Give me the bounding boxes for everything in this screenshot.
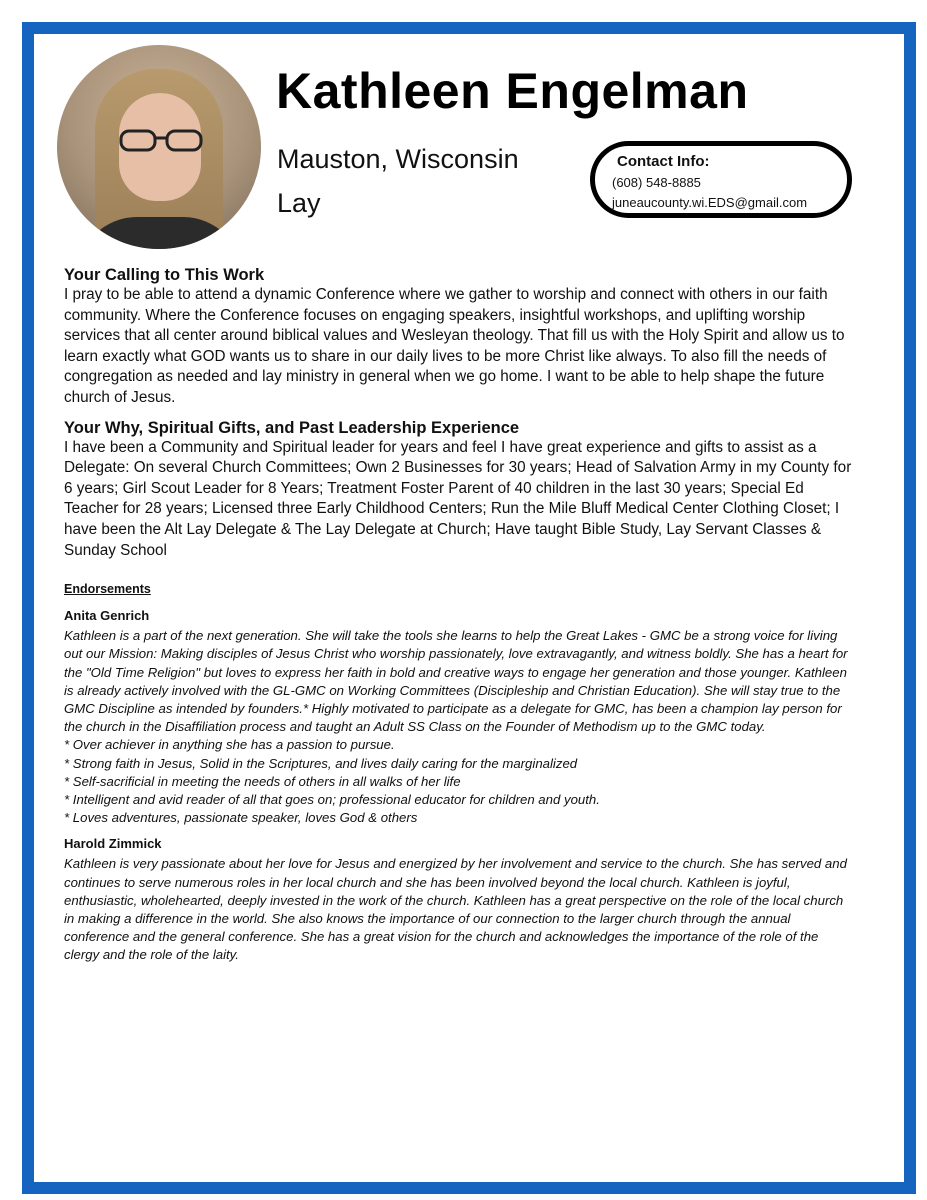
contact-phone: (608) 548-8885: [612, 175, 701, 190]
endorsement-text: Kathleen is very passionate about her love for Jesus and energized by her involvement and service to the church. She has served and continues to serve numerous roles in her local church and she has been involved beyond the local church. Kathleen is joyful, enthusiastic, wholehearted, deeply invested in the work of the church. Kathleen has a great perspective on the role of the local church in making a difference in the world. She also knows the importance of our connection to the larger church through the annual conference and the general conference. She has a great vision for the church and acknowledges the importance of the role of the clergy and the role of the laity.: [64, 856, 847, 963]
endorser-name: Harold Zimmick: [64, 836, 162, 852]
contact-box: [590, 141, 852, 218]
endorsement-bullet: * Intelligent and avid reader of all that goes on; professional educator for children and youth.: [64, 791, 600, 807]
calling-heading: Your Calling to This Work: [64, 266, 265, 284]
endorsement-bullets: [64, 736, 854, 827]
candidate-role: Lay: [277, 188, 321, 218]
candidate-name: Kathleen Engelman: [276, 63, 749, 119]
endorsement-bullet: * Over achiever in anything she has a passion to pursue.: [64, 737, 395, 753]
candidate-location: Mauston, Wisconsin: [277, 144, 519, 174]
calling-text: I pray to be able to attend a dynamic Conference where we gather to worship and connect with others in our faith community. Where the Conference focuses on engaging speakers, insightful workshops, and uplifting worship services that all center around biblical values and Wesleyan theology. That fill us with the Holy Spirit and allow us to learn exactly what GOD wants us to share in our daily lives to be more Christ like always. To also fill the needs of congregation as needed and lay ministry in general when we go home. I want to be able to help shape the future church of Jesus.: [64, 286, 845, 406]
endorsement-bullet: * Self-sacrificial in meeting the needs of others in all walks of her life: [64, 773, 461, 789]
contact-email: juneaucounty.wi.EDS@gmail.com: [612, 195, 808, 210]
endorsement-text: Kathleen is a part of the next generation. She will take the tools she learns to help the Great Lakes - GMC be a strong voice for living out our Mission: Making disciples of Jesus Christ who worship passionately, love extravagantly, and witness boldly. She has a heart for the "Old Time Religion" but loves to express her faith in bold and creative ways to engage her generation and those younger. Kathleen is already actively involved with the GL-GMC on Working Committees (Discipleship and Christian Education). She will stay true to the GMC Discipline as intended by founders.* Highly motivated to participate as a delegate for GMC, has been a champion lay person for the church in the Disaffiliation process and taught an Adult SS Class on the Founder of Methodism up to the GMC today.: [64, 628, 848, 735]
endorsement-bullet: * Strong faith in Jesus, Solid in the Scriptures, and lives daily caring for the marginalized: [64, 755, 578, 771]
contact-title: Contact Info:: [617, 153, 710, 170]
why-text: I have been a Community and Spiritual leader for years and feel I have great experience and gifts to assist as a Delegate: On several Church Committees; Own 2 Businesses for 30 years; Head of Salvation Army in my County for 6 years; Girl Scout Leader for 8 Years; Treatment Foster Parent of 40 children in the last 30 years; Special Ed Teacher for 28 years; Licensed three Early Childhood Centers; Run the Mile Bluff Medical Center Clothing Closet; I have been the Alt Lay Delegate & The Lay Delegate at Church; Have taught Bible Study, Lay Servant Classes & Sunday School: [64, 438, 852, 559]
main-content: [64, 266, 854, 965]
why-heading: Your Why, Spiritual Gifts, and Past Leadership Experience: [64, 418, 520, 437]
glasses-icon: [119, 129, 203, 153]
profile-photo: [57, 45, 261, 249]
endorsements-heading: Endorsements: [64, 582, 151, 597]
endorser-name: Anita Genrich: [64, 608, 150, 624]
endorsement-bullet: * Loves adventures, passionate speaker, loves God & others: [64, 810, 418, 826]
